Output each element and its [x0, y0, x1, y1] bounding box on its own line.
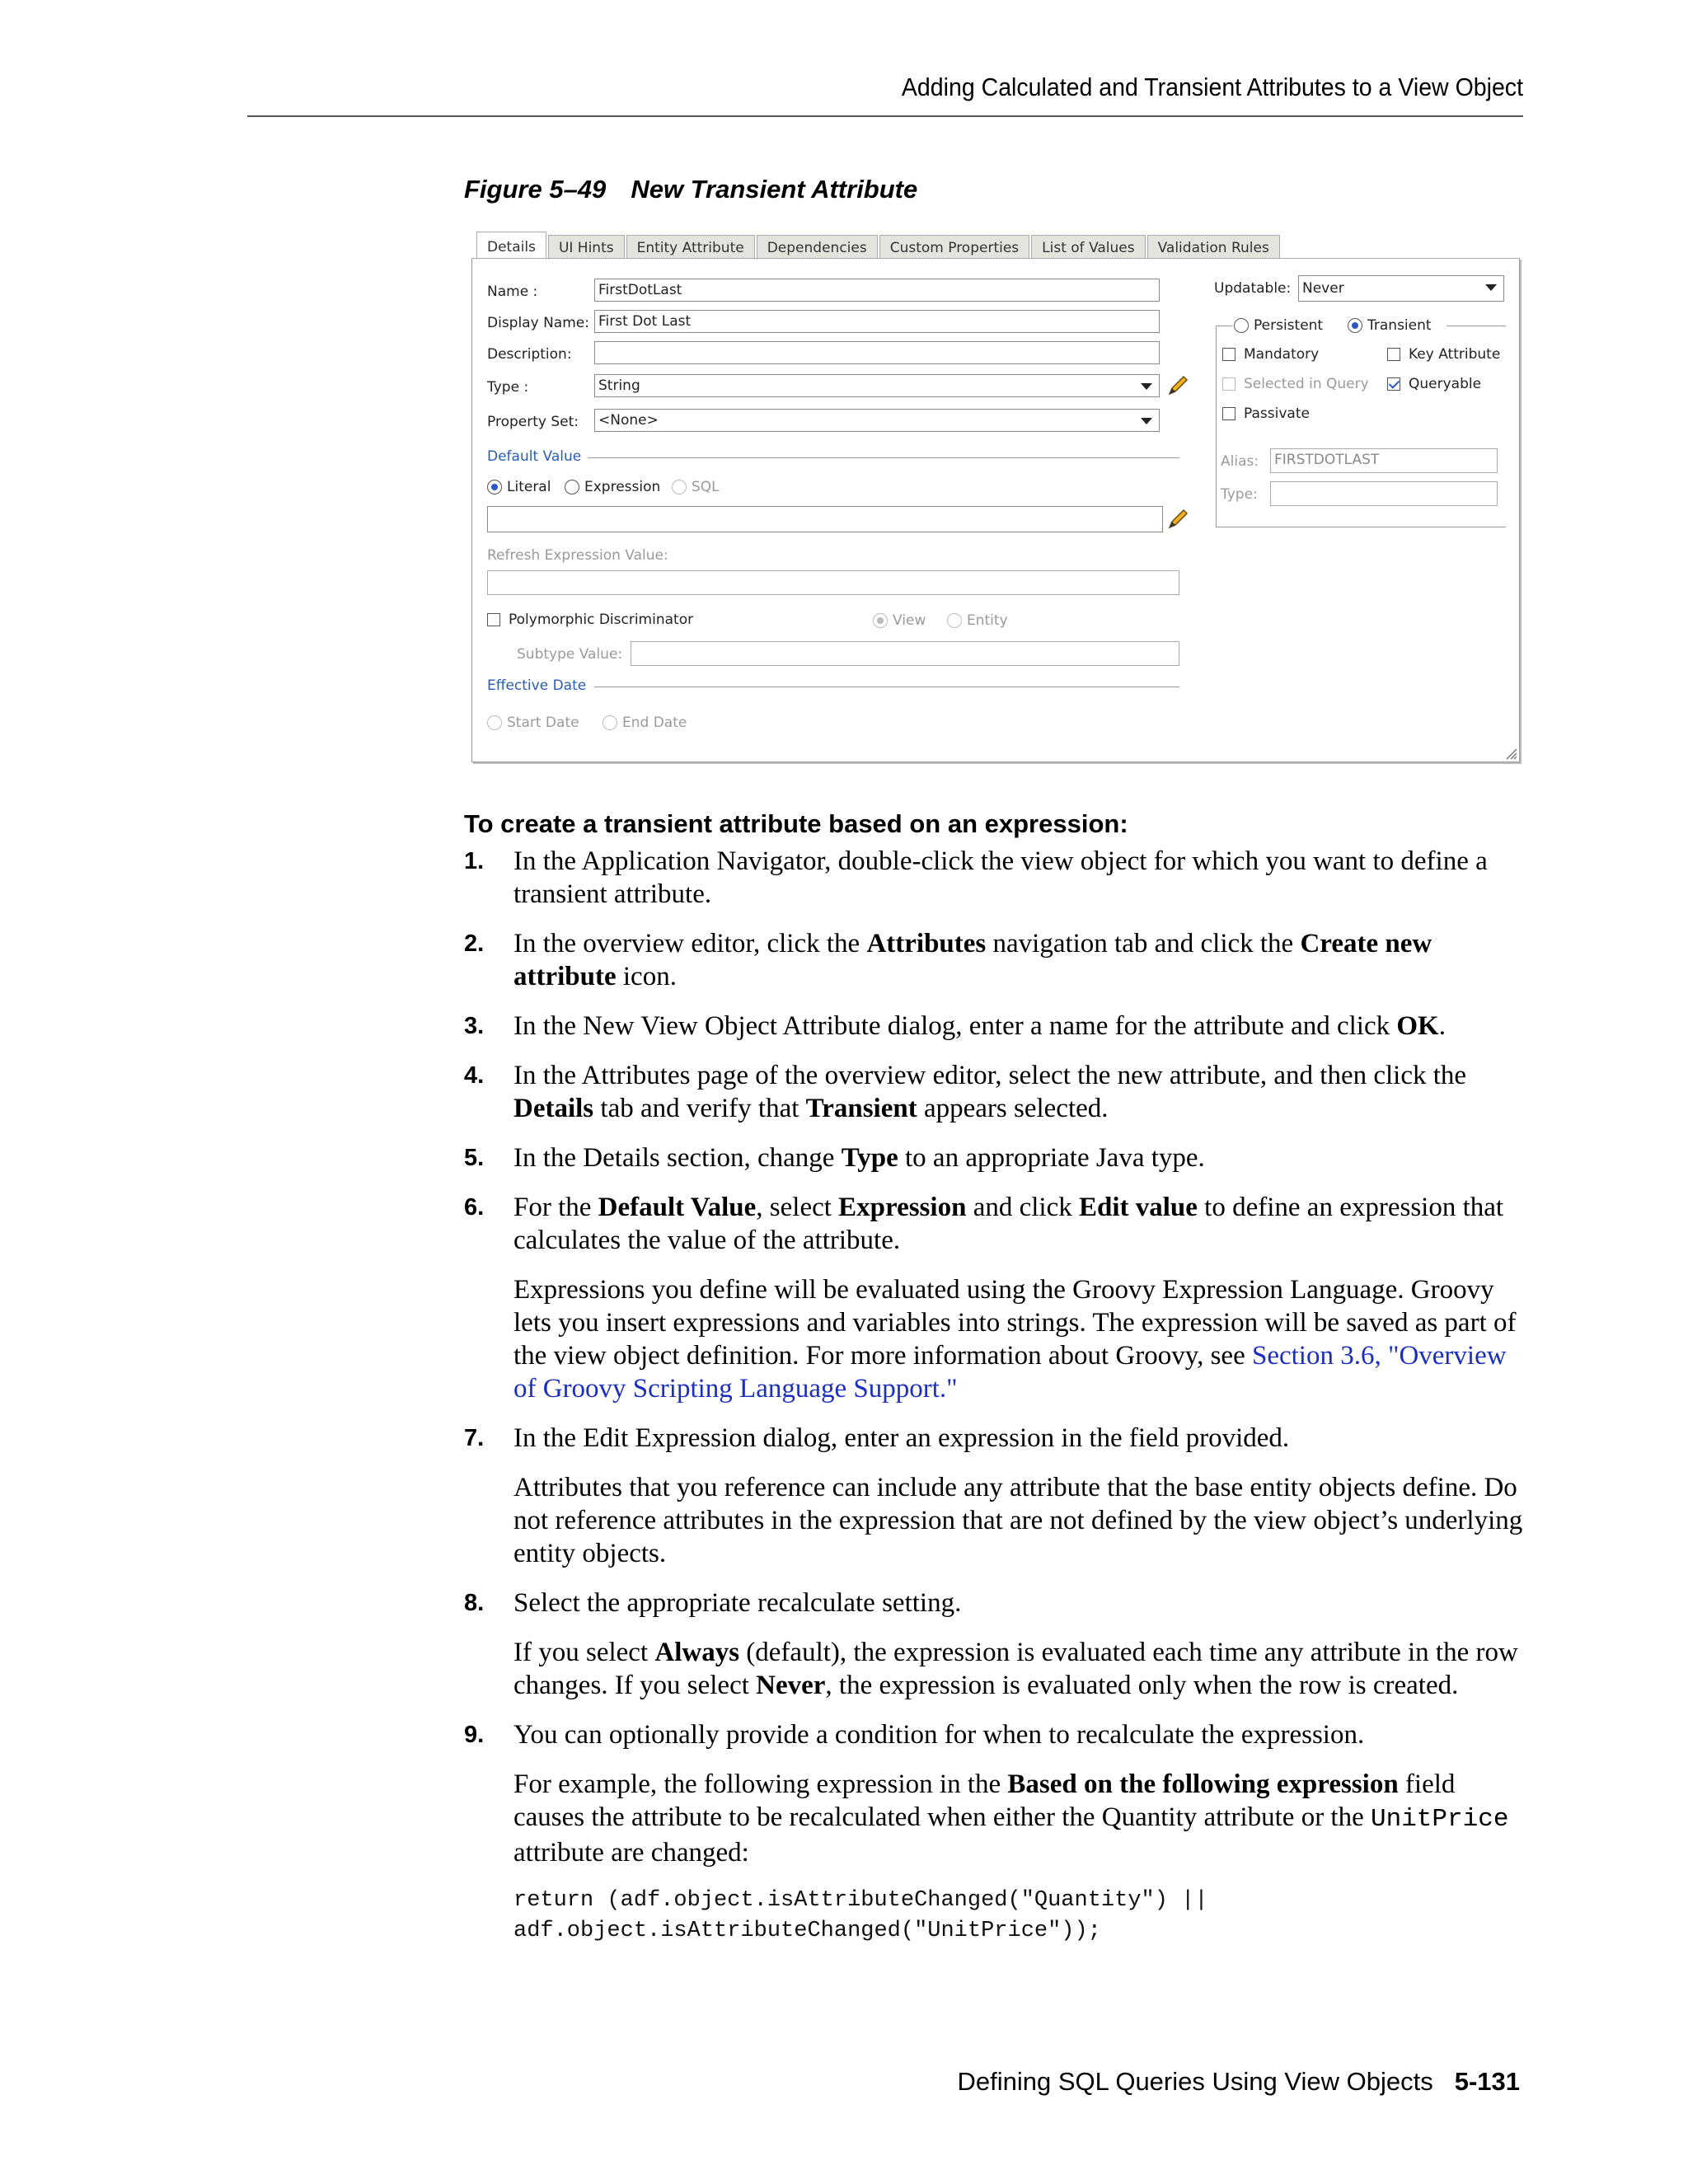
- tab-validation-rules[interactable]: Validation Rules: [1147, 235, 1280, 260]
- selected-in-query-checkbox[interactable]: [1222, 377, 1236, 391]
- step-text: , select: [756, 1193, 839, 1222]
- step-text: In the Application Navigator, double-click the view object for which you want to define a transient attribute.: [513, 846, 1488, 909]
- default-value-group-label: Default Value: [487, 448, 582, 465]
- description-input[interactable]: [594, 341, 1160, 364]
- step-2: [464, 927, 1527, 993]
- display-name-label: Display Name:: [487, 315, 589, 331]
- step-text: In the Edit Expression dialog, enter an expression in the field provided.: [513, 1423, 1290, 1453]
- step-number: 8.: [464, 1590, 485, 1616]
- step-text: tab and verify that: [593, 1094, 806, 1123]
- step-bold: Transient: [805, 1094, 917, 1123]
- paragraph-text: (default), the expression is evaluated each time any attribute in the row changes. If you select: [513, 1638, 1518, 1700]
- type-label: Type :: [487, 379, 529, 396]
- tab-dependencies[interactable]: Dependencies: [757, 235, 878, 260]
- attribute-dialog: [471, 227, 1522, 764]
- persistent-radio[interactable]: [1234, 318, 1249, 333]
- start-date-radio[interactable]: [487, 715, 502, 730]
- step-bold: Details: [513, 1094, 594, 1123]
- step-text: .: [1438, 1011, 1446, 1041]
- step-text: navigation tab and click the: [986, 929, 1301, 958]
- step-1: [464, 845, 1527, 911]
- step-6-paragraph: [464, 1273, 1527, 1405]
- default-value-input[interactable]: [487, 506, 1163, 532]
- step-bold: Type: [841, 1143, 898, 1173]
- step-6: [464, 1191, 1527, 1257]
- description-label: Description:: [487, 346, 572, 363]
- step-bold: OK: [1396, 1011, 1439, 1041]
- tab-bar: [476, 232, 1282, 261]
- queryable-label: Queryable: [1409, 376, 1482, 392]
- updatable-select[interactable]: Never: [1298, 275, 1504, 302]
- figure-caption: [464, 175, 917, 204]
- passivate-checkbox[interactable]: [1222, 407, 1236, 420]
- sql-label: SQL: [692, 479, 720, 495]
- step-text: appears selected.: [917, 1094, 1109, 1123]
- view-radio[interactable]: [873, 613, 888, 628]
- paragraph-text: , the expression is evaluated only when the row is created.: [825, 1671, 1459, 1700]
- polymorphic-label: Polymorphic Discriminator: [509, 612, 694, 628]
- procedure-heading: To create a transient attribute based on an expression:: [464, 809, 1128, 838]
- start-date-label: Start Date: [507, 715, 579, 731]
- code-example: [464, 1886, 1527, 1947]
- code-line: return (adf.object.isAttributeChanged("Quantity") ||: [513, 1888, 1208, 1913]
- tab-details[interactable]: Details: [476, 232, 546, 260]
- step-text: For the: [513, 1193, 598, 1222]
- edit-default-value-pencil-icon[interactable]: [1165, 506, 1191, 532]
- step-7: [464, 1422, 1527, 1455]
- running-header: Adding Calculated and Transient Attributes to a View Object: [901, 73, 1523, 101]
- inline-code: UnitPrice: [1371, 1805, 1509, 1834]
- step-number: 6.: [464, 1194, 485, 1221]
- end-date-radio[interactable]: [603, 715, 617, 730]
- effective-date-group-label: Effective Date: [487, 677, 587, 694]
- alias-input[interactable]: FIRSTDOTLAST: [1270, 448, 1498, 473]
- step-bold: Attributes: [866, 929, 987, 958]
- key-attribute-label: Key Attribute: [1409, 346, 1501, 363]
- polymorphic-checkbox[interactable]: [487, 613, 500, 626]
- step-number: 2.: [464, 930, 485, 957]
- paragraph-text: field causes the attribute to be recalculated when either the Quantity attribute or the: [513, 1769, 1456, 1832]
- step-bold: Default Value: [598, 1193, 757, 1222]
- step-text: and click: [966, 1193, 1079, 1222]
- step-text: to an appropriate Java type.: [898, 1143, 1205, 1173]
- step-text: icon.: [616, 962, 677, 991]
- transient-radio[interactable]: [1348, 318, 1362, 333]
- end-date-label: End Date: [622, 715, 687, 731]
- step-text: In the overview editor, click the: [513, 929, 867, 958]
- key-attribute-checkbox[interactable]: [1387, 348, 1400, 361]
- literal-radio[interactable]: [487, 480, 502, 494]
- step-5: [464, 1141, 1527, 1174]
- resize-grip-icon[interactable]: [1504, 747, 1517, 760]
- default-value-separator: [588, 457, 1179, 458]
- step-bold: Edit value: [1078, 1193, 1198, 1222]
- step-4: [464, 1059, 1527, 1125]
- step-8-paragraph: [464, 1636, 1527, 1702]
- entity-label: Entity: [967, 612, 1008, 629]
- step-9: [464, 1718, 1527, 1751]
- display-name-input[interactable]: First Dot Last: [594, 310, 1160, 333]
- paragraph-text: If you select: [513, 1638, 655, 1667]
- step-text: In the Details section, change: [513, 1143, 842, 1173]
- step-number: 3.: [464, 1013, 485, 1039]
- refresh-expression-input[interactable]: [487, 570, 1179, 595]
- step-text: Select the appropriate recalculate setting.: [513, 1588, 962, 1618]
- edit-type-pencil-icon[interactable]: [1165, 373, 1191, 399]
- mandatory-checkbox[interactable]: [1222, 348, 1236, 361]
- name-input[interactable]: FirstDotLast: [594, 279, 1160, 302]
- step-number: 5.: [464, 1145, 485, 1171]
- page-number: 5-131: [1454, 2067, 1520, 2096]
- step-bold: Create new attribute: [513, 929, 1432, 991]
- procedure-steps: [464, 845, 1527, 1947]
- tab-entity-attribute[interactable]: Entity Attribute: [626, 235, 755, 260]
- sql-radio[interactable]: [672, 480, 687, 494]
- persistent-label: Persistent: [1254, 317, 1324, 334]
- entity-radio[interactable]: [947, 613, 962, 628]
- step-text: You can optionally provide a condition for when to recalculate the expression.: [513, 1720, 1365, 1750]
- type2-label: Type:: [1221, 486, 1258, 503]
- step-7-paragraph: Attributes that you reference can include any attribute that the base entity objects define. Do not reference attributes in the expression that are not defined by the view object’s underlying entity objects.: [513, 1473, 1523, 1568]
- tab-ui-hints[interactable]: UI Hints: [548, 235, 625, 260]
- alias-label: Alias:: [1221, 453, 1259, 470]
- queryable-checkbox[interactable]: [1387, 377, 1400, 391]
- persistence-group-border: [1216, 326, 1217, 527]
- paragraph-text: attribute are changed:: [513, 1838, 749, 1868]
- step-number: 9.: [464, 1722, 485, 1748]
- name-label: Name :: [487, 284, 538, 300]
- expression-radio[interactable]: [565, 480, 579, 494]
- transient-label: Transient: [1367, 317, 1432, 334]
- step-3: [464, 1010, 1527, 1043]
- step-number: 7.: [464, 1425, 485, 1451]
- selected-in-query-label: Selected in Query: [1244, 376, 1369, 392]
- updatable-label: Updatable:: [1214, 280, 1292, 297]
- step-text: to define an expression that calculates the value of the attribute.: [513, 1193, 1504, 1255]
- figure-title: New Transient Attribute: [631, 175, 918, 204]
- paragraph-text: Expressions you define will be evaluated using the Groovy Expression Language. Groovy lets you insert expressions and variables into strings. The expression will be saved as part of the view object definition. For more information about Groovy, see: [513, 1275, 1517, 1371]
- tab-list-of-values[interactable]: List of Values: [1031, 235, 1145, 260]
- step-8: [464, 1586, 1527, 1619]
- groovy-section-link[interactable]: Section 3.6, "Overview of Groovy Scripting Language Support.": [513, 1341, 1507, 1404]
- paragraph-bold: Never: [756, 1671, 826, 1700]
- view-label: View: [893, 612, 926, 629]
- refresh-expression-label: Refresh Expression Value:: [487, 547, 668, 564]
- paragraph-bold: Always: [654, 1638, 740, 1667]
- footer-title: Defining SQL Queries Using View Objects: [957, 2067, 1433, 2096]
- step-text: In the New View Object Attribute dialog, enter a name for the attribute and click: [513, 1011, 1397, 1041]
- property-set-select[interactable]: <None>: [594, 409, 1160, 432]
- page-footer: [957, 2067, 1520, 2097]
- step-bold: Expression: [838, 1193, 967, 1222]
- step-number: 1.: [464, 848, 485, 874]
- header-rule: [247, 115, 1523, 117]
- type-select[interactable]: String: [594, 374, 1160, 397]
- details-panel: [471, 258, 1520, 762]
- code-line: adf.object.isAttributeChanged("UnitPrice"));: [513, 1919, 1101, 1943]
- subtype-value-input[interactable]: [631, 641, 1179, 666]
- figure-number: Figure 5–49: [464, 175, 607, 204]
- passivate-label: Passivate: [1244, 405, 1310, 422]
- literal-label: Literal: [507, 479, 551, 495]
- property-set-label: Property Set:: [487, 414, 579, 430]
- type2-input[interactable]: [1270, 481, 1498, 506]
- step-9-paragraph: [464, 1768, 1527, 1869]
- step-text: In the Attributes page of the overview editor, select the new attribute, and then click the: [513, 1061, 1467, 1090]
- paragraph-text: For example, the following expression in the: [513, 1769, 1008, 1799]
- expression-label: Expression: [584, 479, 661, 495]
- mandatory-label: Mandatory: [1244, 346, 1320, 363]
- step-number: 4.: [464, 1062, 485, 1089]
- paragraph-bold: Based on the following expression: [1007, 1769, 1399, 1799]
- tab-custom-properties[interactable]: Custom Properties: [879, 235, 1029, 260]
- subtype-value-label: Subtype Value:: [517, 646, 623, 663]
